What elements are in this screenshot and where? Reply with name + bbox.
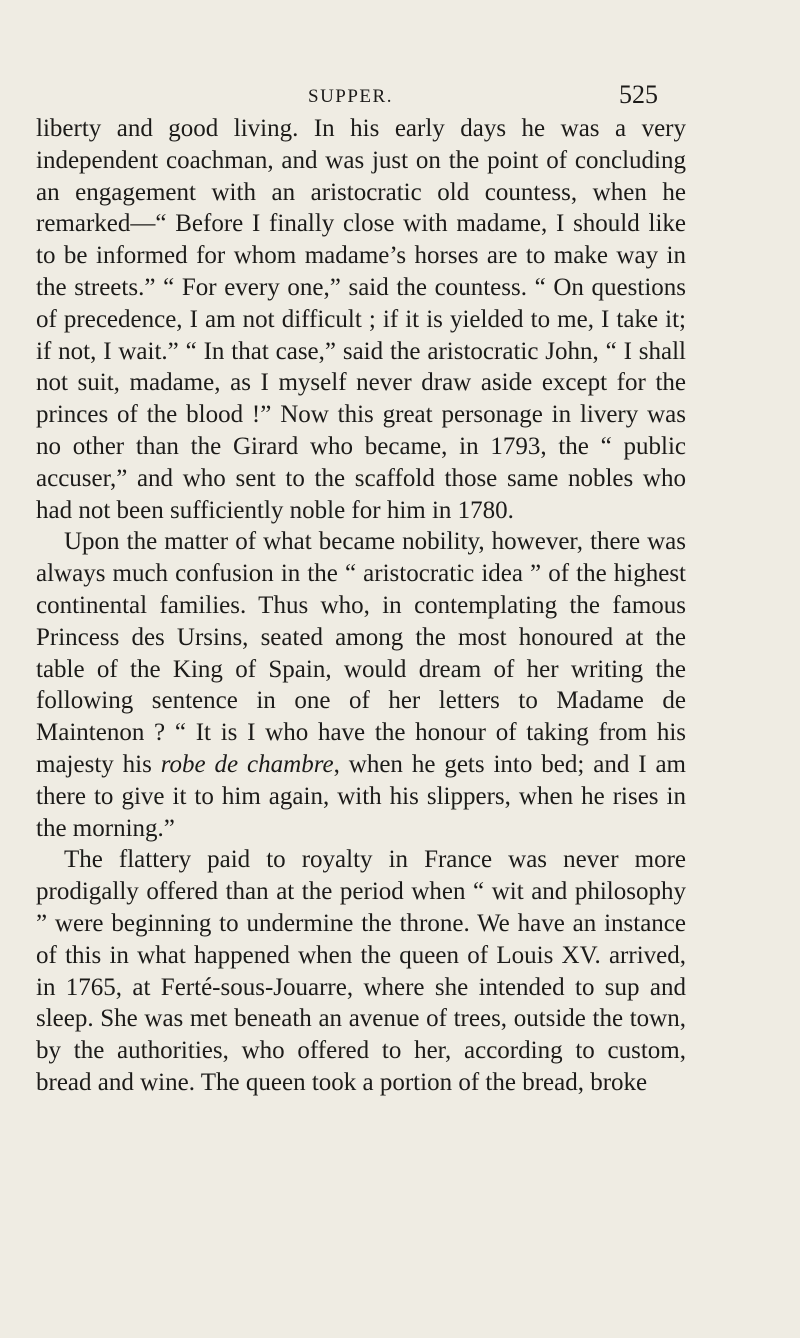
paragraph-text: Upon the matter of what became nobility, however, there was always much confusion in the “ aristocratic idea ” of the highest continental families. Thus who, in contemplating the famous Princess des Ursins, seated among the most honoured at the table of the King of Spain, would dream of her writing the following sentence in one of her letters to Madame de Maintenon ? “ It is I who have the honour of taking from his majesty his bbox=[36, 528, 686, 778]
italic-phrase: robe de chambre bbox=[160, 750, 334, 778]
paragraph-text: The flattery paid to royalty in France was never more prodigally offered than at the period when “ wit and philosophy ” were beginning to undermine the throne. We have an instance of this in what happened when the queen of Louis XV. arrived, in 1765, at Ferté-sous-Jouarre, where she intended to sup and sleep. She was met beneath an avenue of trees, outside the town, by the authorities, who offered to her, according to custom, bread and wine. The queen took a portion of the bread, broke bbox=[36, 846, 686, 1096]
paragraph-1 bbox=[36, 113, 686, 526]
body-text bbox=[36, 113, 686, 1099]
paragraph-3 bbox=[36, 844, 686, 1098]
paragraph-text: , when he gets into bed; and I am there to give it to him again, with his slippers, when he rises in the morning.” bbox=[36, 750, 687, 842]
paragraph-2 bbox=[36, 526, 686, 844]
page-number: 525 bbox=[619, 80, 658, 109]
paragraph-text: liberty and good living. In his early days he was a very independent coachman, and was just on the point of concluding an engagement with an aristocratic old countess, when he remarked—“ Before I finally close with madame, I should like to be informed for whom madame’s horses are to make way in the streets.” “ For every one,” said the countess. “ On questions of precedence, I am not difficult ; if it is yielded to me, I take it; if not, I wait.” “ In that case,” said the aristocratic John, “ I shall not suit, madame, as I myself never draw aside except for the princes of the blood !” Now this great personage in livery was no other than the Girard who became, in 1793, the “ public accuser,” and who sent to the scaffold those same nobles who had not been sufficiently noble for him in 1780. bbox=[36, 115, 686, 524]
running-title: SUPPER. bbox=[308, 86, 393, 107]
running-header bbox=[0, 76, 800, 116]
